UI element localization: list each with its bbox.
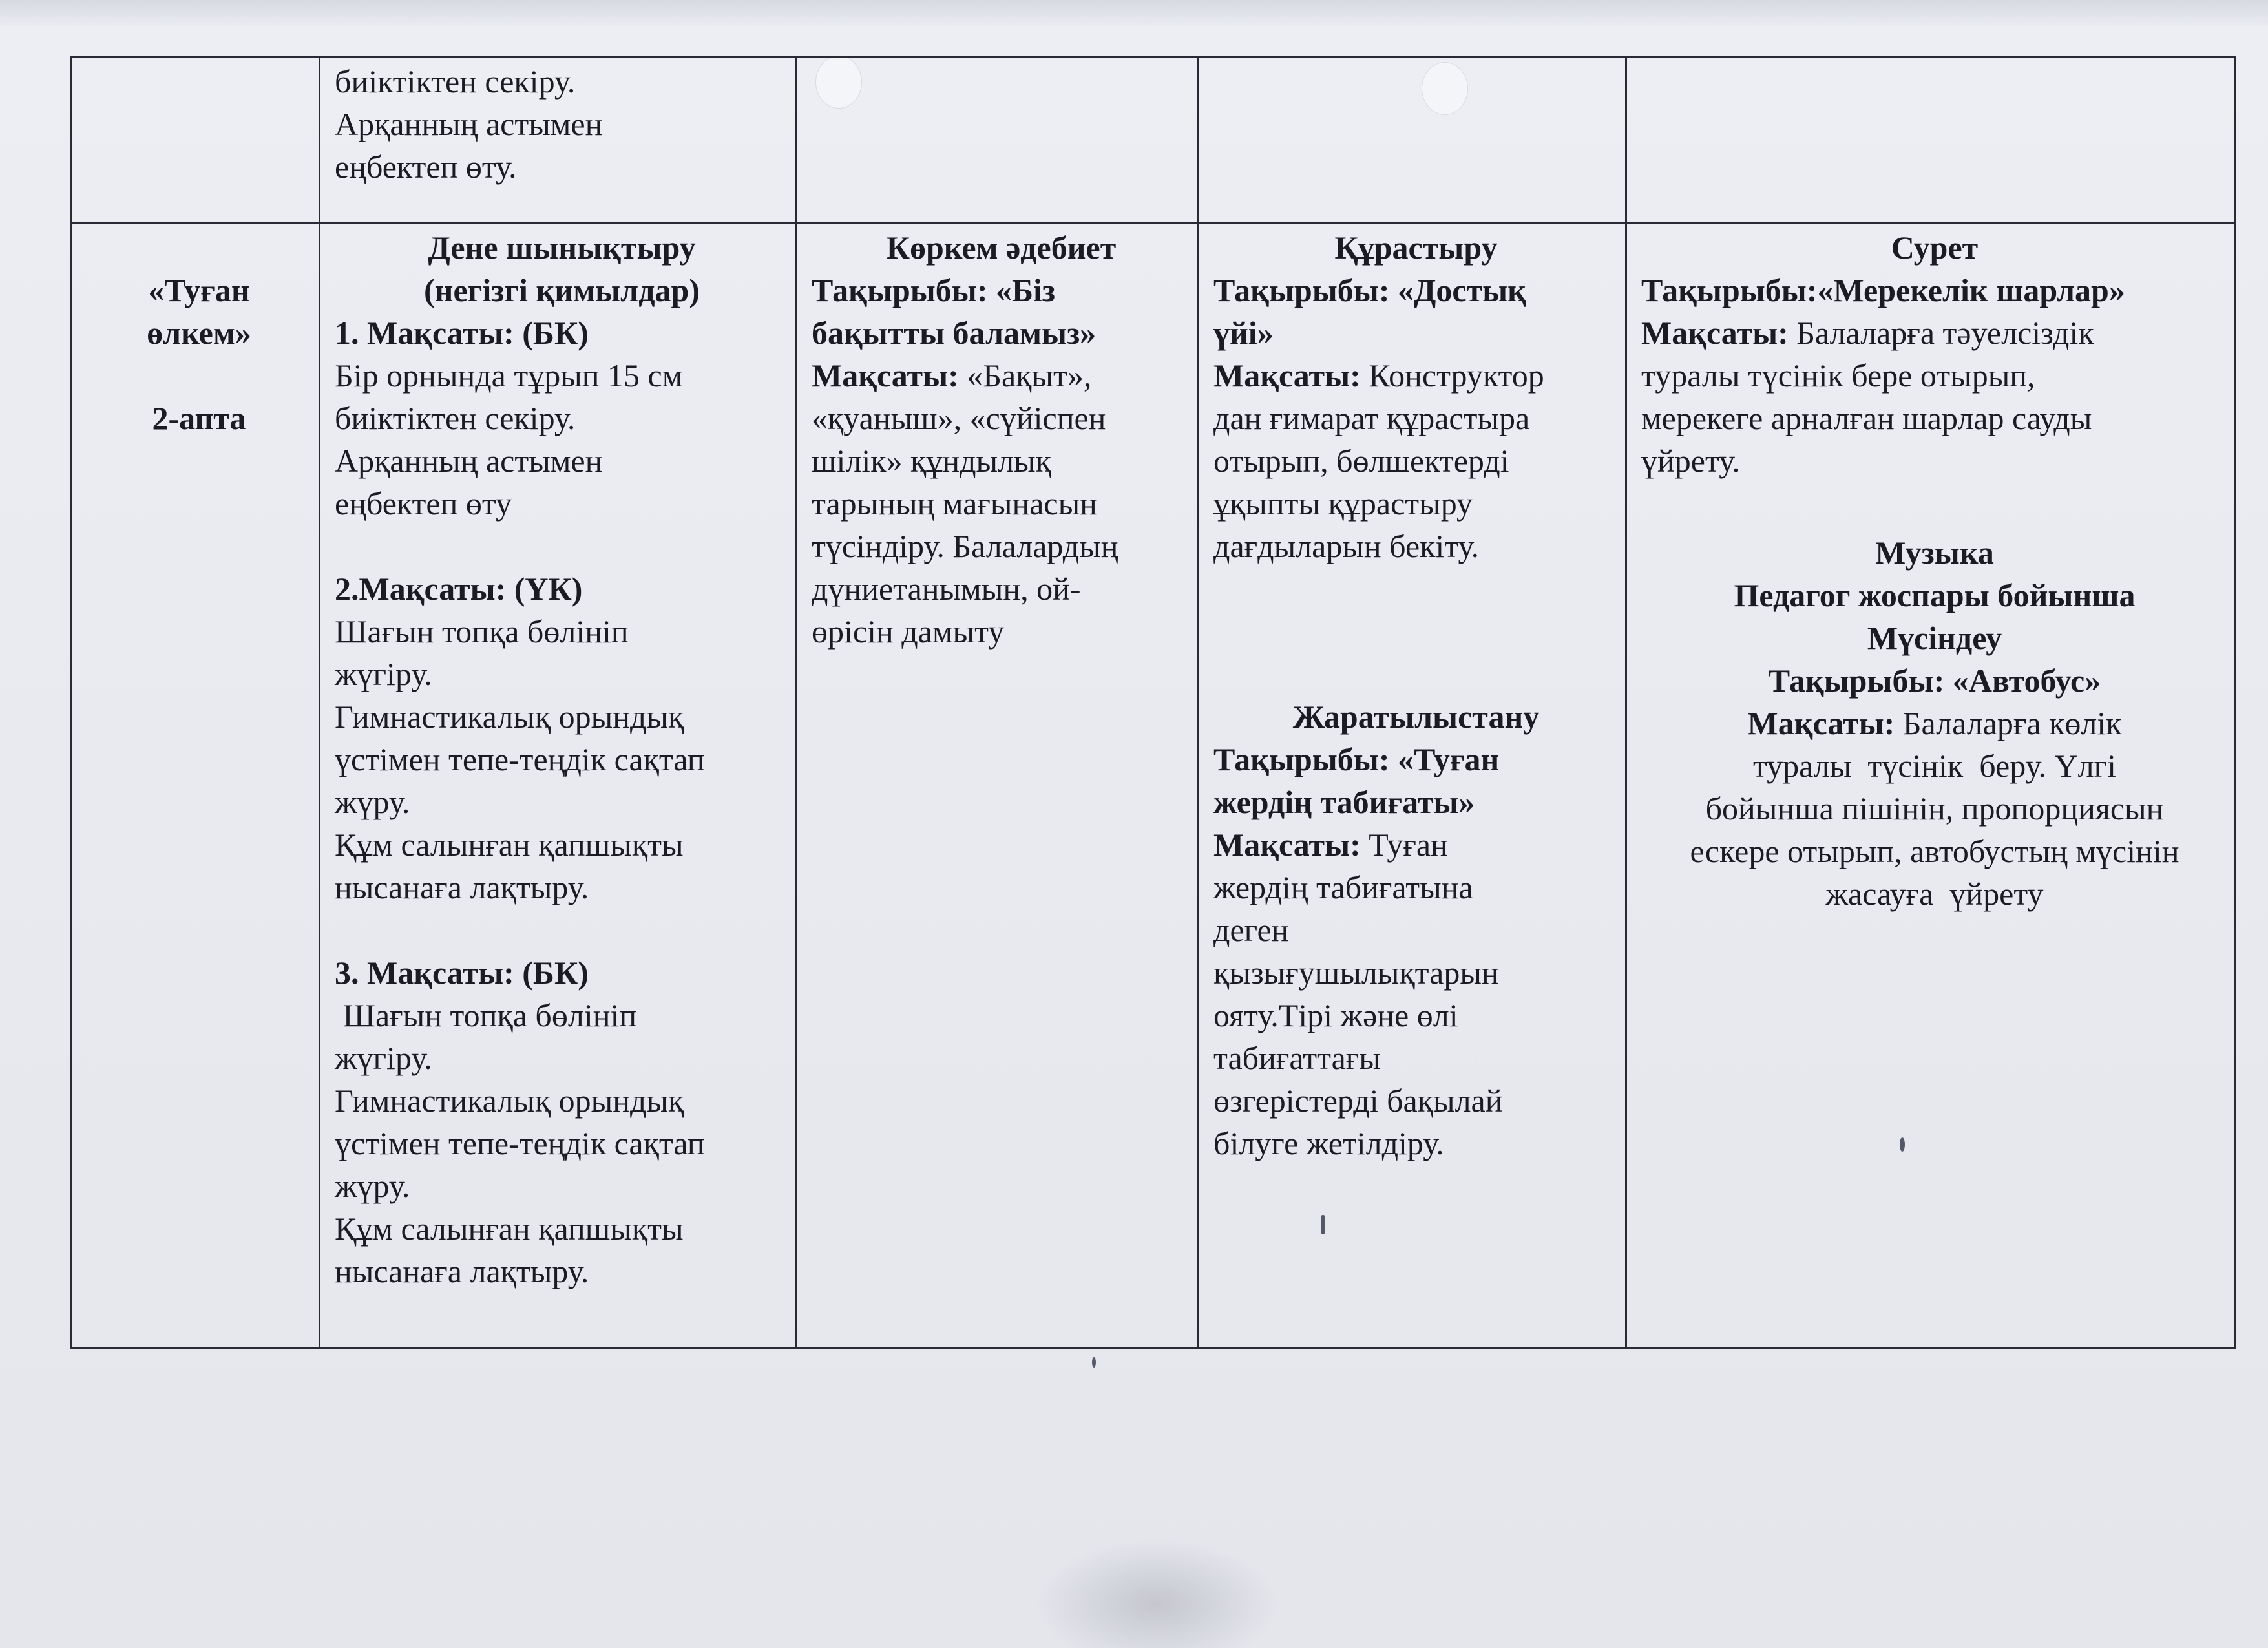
subject-heading: Дене шынықтыру [428, 229, 696, 266]
text-line: үстімен тепе-теңдік сақтап [335, 741, 705, 777]
cell-construction-nature [1199, 223, 1626, 1348]
text-line: жүгіру. [335, 1040, 432, 1076]
text-line: дағдыларын бекіту. [1213, 528, 1480, 564]
text-line: деген [1213, 912, 1289, 948]
text-line: «қуаныш», «сүйіспен [812, 400, 1106, 436]
text-line: шілік» құндылық [812, 443, 1051, 479]
text-line: Шағын топқа бөлініп [335, 997, 637, 1033]
cell-art-music-modelling [1626, 223, 2236, 1348]
cell-physical-education [320, 223, 797, 1348]
text-line: үстімен тепе-теңдік сақтап [335, 1125, 705, 1161]
text-line: Гимнастикалық орындық [335, 1083, 684, 1119]
text-line: биіктіктен секіру. [335, 63, 576, 100]
goal-line [812, 354, 1191, 397]
goal-line [1213, 823, 1619, 866]
topic-line: жердің табиғаты» [1213, 784, 1475, 820]
theme-title-line: «Туған [148, 272, 250, 308]
text-line: ескере отырып, автобустың мүсінін [1690, 833, 2179, 869]
text-line: қызығушылықтарын [1213, 955, 1499, 991]
text-line: Арқанның астымен [335, 106, 603, 142]
text-line: табиғаттағы [1213, 1040, 1381, 1076]
spacer [1213, 567, 1619, 695]
spacer [86, 226, 312, 269]
text-line: Гимнастикалық орындық [335, 699, 684, 735]
text-line: отырып, бөлшектерді [1213, 443, 1509, 479]
topic-line: үйі» [1213, 315, 1274, 351]
goal-text: Балаларға көлік [1895, 705, 2122, 741]
text-line: бойынша пішінін, пропорциясын [1705, 790, 2164, 827]
text-line: дан ғимарат құрастыра [1213, 400, 1530, 436]
goal-label: Мақсаты: [812, 357, 959, 394]
music-plan-line: Педагог жоспары бойынша [1734, 577, 2136, 613]
text-line: нысанаға лақтыру. [335, 869, 589, 905]
goal-label: Мақсаты: [1213, 357, 1361, 394]
text-line: нысанаға лақтыру. [335, 1253, 589, 1289]
goal-label: Мақсаты: [1213, 827, 1361, 863]
goal-label: Мақсаты: [1747, 705, 1895, 741]
goal-label: 2.Мақсаты: (ҮК) [335, 571, 583, 607]
topic-line: Тақырыбы: «Автобус» [1768, 662, 2101, 699]
text-line: жүру. [335, 1168, 410, 1204]
text-line: тарының мағынасын [812, 485, 1097, 522]
goal-label: 1. Мақсаты: (БК) [335, 315, 589, 351]
text-line: еңбектеп өту [335, 485, 512, 522]
week-label: 2-апта [152, 400, 246, 436]
text-line: Бір орнында тұрып 15 см [335, 357, 683, 394]
subject-heading: Жаратылыстану [1292, 699, 1540, 735]
text-line: түсіндіру. Балалардың [812, 528, 1118, 564]
cell-week-empty [71, 57, 320, 223]
text-line: өзгерістерді бақылай [1213, 1083, 1503, 1119]
text-line: биіктіктен секіру. [335, 400, 576, 436]
goal-line [1641, 702, 2228, 745]
spacer [86, 354, 312, 397]
spacer [335, 909, 789, 951]
text-line: ұқыпты құрастыру [1213, 485, 1473, 522]
text-line: білуге жетілдіру. [1213, 1125, 1444, 1161]
goal-line [1641, 312, 2228, 354]
paper-fold-mark [1034, 1538, 1279, 1648]
text-line: жүгіру. [335, 656, 432, 692]
spacer [335, 525, 789, 567]
text-line: Шағын топқа бөлініп [335, 613, 629, 650]
cell-continued-pe [320, 57, 797, 223]
goal-text: Туған [1360, 827, 1448, 863]
text-line: үйрету. [1641, 443, 1740, 479]
text-line: Арқанның астымен [335, 443, 603, 479]
text-line: Құм салынған қапшықты [335, 1210, 684, 1247]
cell-empty [1626, 57, 2236, 223]
goal-label: 3. Мақсаты: (БК) [335, 955, 589, 991]
goal-text: Конструктор [1360, 357, 1544, 394]
topic-line: бақытты баламыз» [812, 315, 1097, 351]
goal-text: «Бақыт», [958, 357, 1092, 394]
theme-title-line: өлкем» [147, 315, 251, 351]
topic-line: Тақырыбы: «Біз [812, 272, 1056, 308]
subject-heading: Көркем әдебиет [886, 229, 1117, 266]
subject-heading: Мүсіндеу [1867, 620, 2002, 656]
scan-shadow [0, 0, 2268, 26]
lesson-plan-table [70, 56, 2236, 1349]
subject-heading: Құрастыру [1334, 229, 1498, 266]
goal-line [1213, 354, 1619, 397]
text-line: жасауға үйрету [1825, 876, 2044, 912]
cell-literature [797, 223, 1199, 1348]
text-line: ояту.Тірі және өлі [1213, 997, 1458, 1033]
goal-text: Балаларға тәуелсіздік [1788, 315, 2094, 351]
table-row-continued [71, 57, 2236, 223]
goal-label: Мақсаты: [1641, 315, 1789, 351]
scan-speck [1092, 1357, 1096, 1368]
text-line: Құм салынған қапшықты [335, 827, 684, 863]
cell-theme [71, 223, 320, 1348]
subject-heading: Сурет [1891, 229, 1979, 266]
cell-empty [797, 57, 1199, 223]
topic-line: Тақырыбы:«Мерекелік шарлар» [1641, 272, 2125, 308]
cell-empty [1199, 57, 1626, 223]
text-line: дүниетанымын, ой- [812, 571, 1081, 607]
subject-heading: Музыка [1875, 534, 1994, 571]
text-line: туралы түсінік беру. Үлгі [1752, 748, 2116, 784]
text-line: мерекеге арналған шарлар сауды [1641, 400, 2092, 436]
text-line: жердің табиғатына [1213, 869, 1473, 905]
topic-line: Тақырыбы: «Туған [1213, 741, 1500, 777]
table-row-week [71, 223, 2236, 1348]
subject-subheading: (негізгі қимылдар) [424, 272, 700, 308]
spacer [1641, 482, 2228, 525]
text-line: жүру. [335, 784, 410, 820]
topic-line: Тақырыбы: «Достық [1213, 272, 1526, 308]
text-line: өрісін дамыту [812, 613, 1005, 650]
text-line: туралы түсінік бере отырып, [1641, 357, 2035, 394]
text-line: еңбектеп өту. [335, 149, 517, 185]
